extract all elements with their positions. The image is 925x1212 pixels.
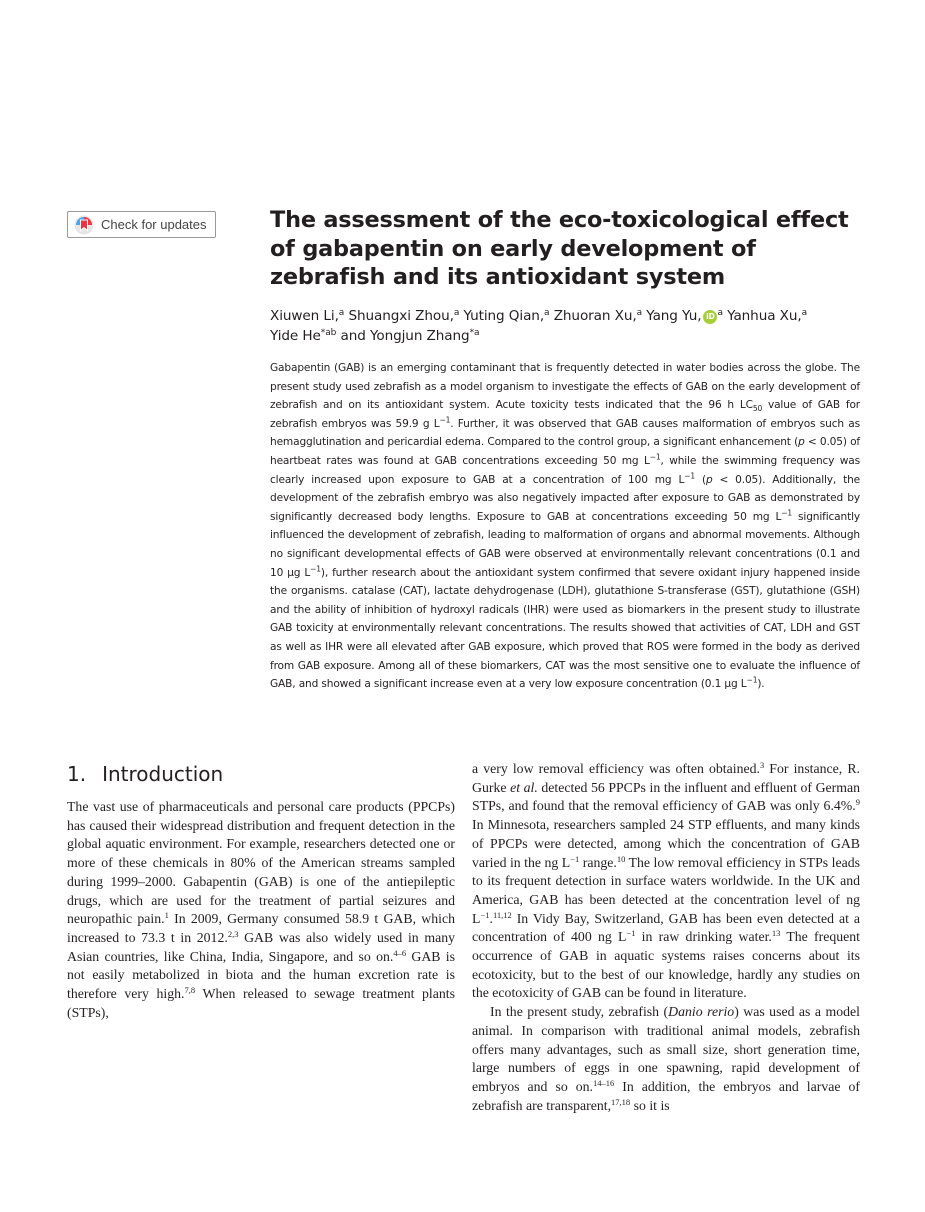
body-text: detected 56 PPCPs in the influent and effluent of German STPs, and found that the removal efficiency of GAB was only 6.4%. — [472, 779, 861, 814]
unit-exponent: −1 — [570, 853, 580, 864]
abstract-text: value of GAB for zebrafish embryos was 59.9 g L — [270, 399, 860, 430]
p-value-symbol: p — [798, 436, 805, 449]
paragraph — [67, 798, 455, 1022]
body-text: In Minnesota, researchers sampled 24 STP effluents, and many kinds of PPCPs were detected, among which the concentration of GAB varied in the ng L — [472, 817, 860, 870]
author-affiliation[interactable]: a — [636, 308, 642, 318]
body-text: For instance, R. Gurke — [472, 761, 860, 795]
author-list — [270, 306, 870, 346]
unit-exponent: −1 — [684, 471, 695, 481]
citation-ref[interactable]: 10 — [616, 853, 626, 864]
body-text: range. — [579, 854, 617, 870]
citation-ref[interactable]: 9 — [855, 797, 860, 808]
unit-exponent: −1 — [746, 675, 758, 685]
citation-ref[interactable]: 4–6 — [393, 947, 407, 958]
abstract-text: significantly influenced the development of zebrafish, leading to malformation of organs and abnormal movements. Although no significant developmental effects of GAB were observed at environmentally relevant concentrations (0.1 and 10 μg L — [270, 510, 860, 579]
citation-ref[interactable]: 13 — [771, 928, 781, 939]
section-heading-introduction — [67, 760, 223, 788]
abstract-text: ). — [757, 678, 765, 691]
body-text: The low removal efficiency in STPs leads to its frequent detection in surface waters worldwide. In the UK and America, GAB has been detected at the concentration level of ng L — [472, 854, 860, 926]
et-al: et al. — [510, 779, 538, 795]
body-text: In 2009, Germany consumed 58.9 t GAB, which increased to 73.3 t in 2012. — [67, 911, 455, 945]
abstract-text: , while the swimming frequency was clearly increased upon exposure to GAB at a concentration of 100 mg L — [270, 454, 860, 486]
body-text: The frequent occurrence of GAB in aquatic systems raises concerns about its ecotoxicity, but to the best of our knowledge, hardly any studies on the ecotoxicity of GAB can be found in literature. — [472, 929, 860, 1001]
author-affiliation[interactable]: *ab — [320, 328, 337, 338]
author-name[interactable]: Yang Yu, — [646, 308, 702, 324]
article-title: The assessment of the eco-toxicological effect of gabapentin on early development of zebrafish and its antioxidant system — [270, 207, 849, 290]
body-column-right — [472, 760, 860, 1115]
crossmark-badge-icon — [74, 215, 94, 235]
citation-ref[interactable]: 1 — [164, 910, 169, 921]
author-name[interactable]: Yide He — [270, 328, 321, 344]
author-name[interactable]: Xiuwen Li, — [270, 308, 339, 324]
author-name[interactable]: and Yongjun Zhang — [340, 328, 470, 344]
author-affiliation[interactable]: a — [544, 308, 550, 318]
body-text: in raw drinking water. — [635, 929, 772, 945]
citation-ref[interactable]: 7,8 — [184, 985, 196, 996]
author-affiliation[interactable]: a — [338, 308, 345, 318]
abstract-text: ), further research about the antioxidant system confirmed that severe oxidant injury happened inside the organisms. catalase (CAT), lactate dehydrogenase (LDH), glutathione S-transferase (GST), glutathione (GSH) and the ability of inhibition of hydroxyl radicals (IHR) were used as biomarkers in the present study to illustrate GAB toxicity at environmentally relevant concentrations. The results showed that activities of CAT, LDH and GST as well as IHR were all elevated after GAB exposure, which proved that ROS were formed in the body as derived from GAB exposure. Among all of these biomarkers, CAT was the most sensitive one to evaluate the influence of GAB, and showed a significant increase even at a very low exposure concentration (0.1 μg L — [270, 566, 860, 691]
author-name[interactable]: Zhuoran Xu, — [553, 308, 637, 324]
body-text: In the present study, zebrafish ( — [490, 1004, 669, 1020]
unit-exponent: −1 — [480, 909, 490, 920]
unit-exponent: −1 — [649, 452, 661, 462]
author-affiliation[interactable]: a — [801, 308, 808, 318]
citation-ref[interactable]: 17,18 — [611, 1096, 631, 1107]
check-for-updates-label: Check for updates — [101, 217, 207, 232]
unit-exponent: −1 — [626, 928, 636, 939]
unit-exponent: −1 — [781, 508, 792, 518]
body-text: a very low removal efficiency was often obtained. — [472, 761, 760, 776]
abstract-text: Gabapentin (GAB) is an emerging contaminant that is frequently detected in water bodies across the globe. The present study used zebrafish as a model organism to investigate the effects of GAB on the early development of zebrafish and on its antioxidant system. Acute toxicity tests indicated that the 96 h LC — [270, 362, 860, 412]
citation-ref[interactable]: 11,12 — [492, 909, 512, 920]
body-text: GAB was also widely used in many Asian countries, like China, India, Singapore, and so on. — [67, 929, 455, 964]
body-text: In addition, the embryos and larvae of zebrafish are transparent, — [472, 1078, 860, 1113]
check-for-updates-button[interactable] — [67, 211, 216, 238]
body-text: so it is — [630, 1097, 670, 1113]
author-affiliation[interactable]: *a — [469, 328, 480, 338]
unit-exponent: −1 — [310, 564, 321, 573]
author-affiliation[interactable]: a — [453, 308, 460, 318]
author-name[interactable]: Yuting Qian, — [463, 308, 545, 324]
paragraph — [472, 1003, 860, 1115]
body-text: GAB is not easily metabolized in biota and the human excretion rate is therefore very high. — [67, 948, 455, 1002]
body-text: ) was used as a model animal. In comparison with traditional animal models, zebrafish offers many advantages, such as small size, short generation time, large numbers of eggs in one spawning, rapid development of embryos and so on. — [472, 1004, 860, 1094]
body-text: When released to sewage treatment plants (STPs), — [67, 986, 455, 1020]
body-column-left — [67, 798, 455, 1022]
section-title: Introduction — [102, 762, 224, 786]
p-value-symbol: p — [705, 473, 713, 486]
unit-exponent: −1 — [439, 415, 451, 425]
body-text: In Vidy Bay, Switzerland, GAB has been even detected at a concentration of 400 ng L — [472, 910, 860, 945]
paragraph — [472, 760, 860, 1003]
author-name[interactable]: Yanhua Xu, — [727, 308, 802, 324]
author-affiliation[interactable]: a — [717, 308, 723, 318]
citation-ref[interactable]: 14–16 — [593, 1077, 615, 1088]
abstract — [270, 359, 860, 694]
author-name[interactable]: Shuangxi Zhou, — [348, 308, 454, 324]
abstract-text: ( — [694, 473, 706, 486]
species-name: Danio rerio — [668, 1004, 735, 1020]
orcid-icon[interactable]: iD — [703, 310, 717, 324]
abstract-text: < 0.05). Additionally, the development of the zebrafish embryo was also negatively impacted after exposure to GAB as demonstrated by significantly decreased body lengths. Exposure to GAB at concentrations exceeding 50 mg L — [270, 473, 861, 523]
section-number: 1. — [67, 762, 87, 786]
abstract-text: . Further, it was observed that GAB causes malformation of embryos such as hemagglutination and pericardial edema. Compared to the control group, a significant enhancement ( — [270, 417, 860, 449]
lc50-subscript: 50 — [752, 404, 763, 414]
citation-ref[interactable]: 3 — [759, 760, 765, 770]
citation-ref[interactable]: 2,3 — [227, 928, 239, 939]
body-text: The vast use of pharmaceuticals and personal care products (PPCPs) has caused their widespread distribution and frequent detection in the global aquatic environment. For example, researchers detected one or more of these chemicals in 80% of the American streams sampled during 1999–2000. Gabapentin (GAB) is one of the antiepileptic drugs, which are used for the treatment of partial seizures and neuropathic pain. — [67, 799, 455, 927]
abstract-text: < 0.05) of heartbeat rates was found at GAB concentrations exceeding 50 mg L — [270, 436, 861, 467]
body-text: . — [489, 910, 493, 926]
